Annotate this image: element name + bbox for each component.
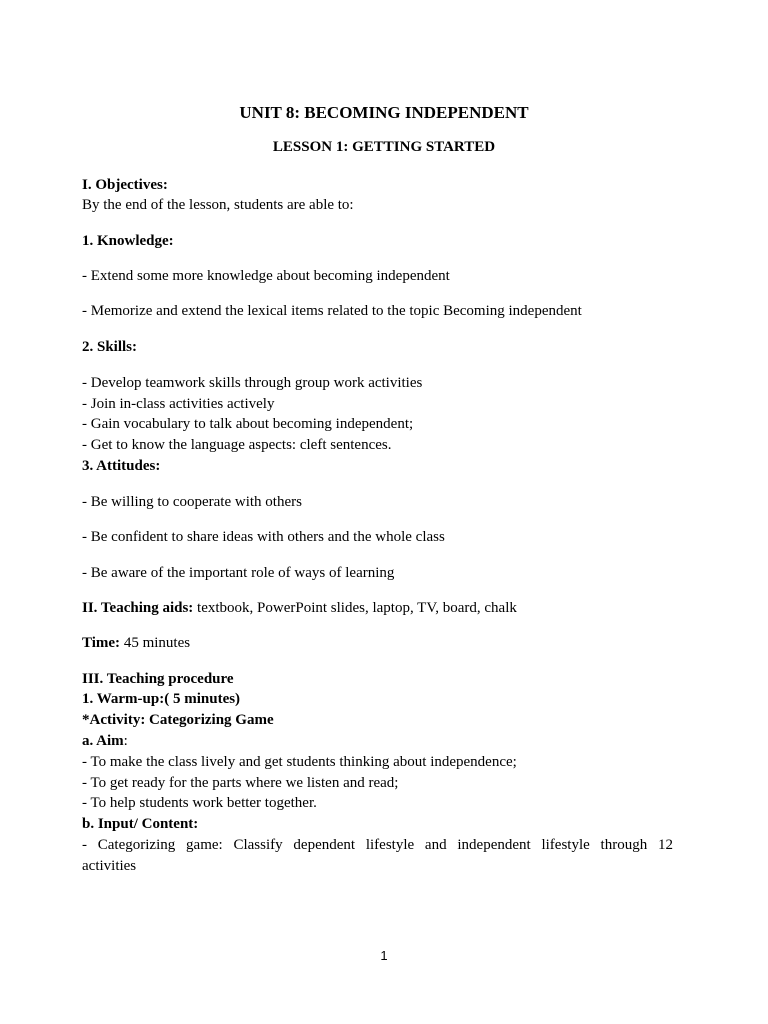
attitudes-item: - Be willing to cooperate with others (82, 494, 302, 510)
aim-colon: : (123, 733, 128, 749)
attitudes-heading: 3. Attitudes: (82, 458, 161, 474)
teaching-aids-line (82, 599, 517, 617)
time-label: Time: (82, 635, 121, 651)
lesson-title: LESSON 1: GETTING STARTED (272, 139, 496, 155)
input-item-line2: activities (82, 858, 137, 874)
aim-line (82, 732, 128, 750)
attitudes-item: - Be confident to share ideas with others and the whole class (82, 529, 445, 545)
knowledge-item: - Memorize and extend the lexical items related to the topic Becoming independent (82, 303, 582, 319)
objectives-heading: I. Objectives: (82, 177, 168, 193)
aim-item: - To make the class lively and get students thinking about independence; (82, 754, 517, 770)
attitudes-item: - Be aware of the important role of ways of learning (82, 565, 395, 581)
knowledge-heading: 1. Knowledge: (82, 233, 174, 249)
skills-item: - Develop teamwork skills through group work activities (82, 375, 423, 391)
time-value: 45 minutes (120, 635, 191, 651)
aim-heading: a. Aim (82, 733, 124, 749)
skills-item: - Get to know the language aspects: cleft sentences. (82, 437, 392, 453)
procedure-heading: III. Teaching procedure (82, 671, 234, 687)
teaching-aids-label: II. Teaching aids: (82, 600, 194, 616)
aim-item: - To get ready for the parts where we listen and read; (82, 775, 399, 791)
page-number: 1 (380, 948, 388, 963)
teaching-aids-value: textbook, PowerPoint slides, laptop, TV, board, chalk (193, 600, 517, 616)
skills-item: - Gain vocabulary to talk about becoming independent; (82, 416, 414, 432)
input-item-line1: - Categorizing game: Classify dependent lifestyle and independent lifestyle through 12 (82, 837, 673, 853)
knowledge-item: - Extend some more knowledge about becoming independent (82, 268, 450, 284)
activity-heading: *Activity: Categorizing Game (82, 712, 274, 728)
document-title: UNIT 8: BECOMING INDEPENDENT (239, 103, 529, 122)
time-line (82, 634, 190, 652)
input-heading: b. Input/ Content: (82, 816, 199, 832)
aim-item: - To help students work better together. (82, 795, 317, 811)
skills-item: - Join in-class activities actively (82, 396, 275, 412)
skills-heading: 2. Skills: (82, 339, 138, 355)
warmup-heading: 1. Warm-up:( 5 minutes) (82, 691, 241, 707)
objectives-intro: By the end of the lesson, students are able to: (82, 197, 354, 213)
